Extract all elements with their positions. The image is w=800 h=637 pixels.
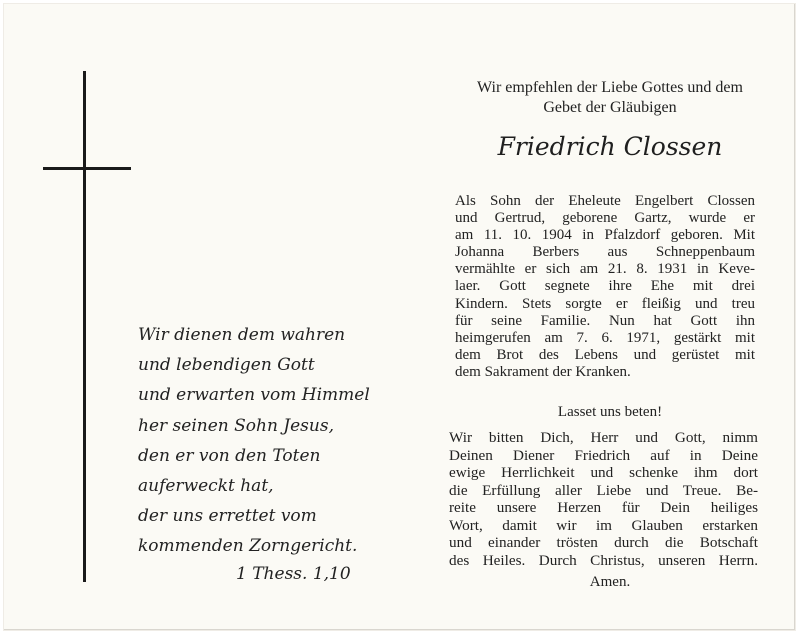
- quote-line: und erwarten vom Himmel: [138, 385, 370, 406]
- biography-line: dem Brot des Lebens und gerüstet mit: [455, 346, 755, 363]
- memorial-card: [4, 4, 795, 630]
- intro-text: [436, 78, 784, 118]
- quote-line: den er von den Toten: [138, 445, 321, 466]
- biography-line: Johanna Berbers aus Schneppenbaum: [455, 244, 755, 261]
- quote-line: der uns errettet vom: [138, 506, 317, 527]
- prayer-line: Wort, damit wir im Glauben erstarken: [449, 516, 758, 534]
- prayer-line: Wir bitten Dich, Herr und Gott, nimm: [449, 429, 758, 446]
- scripture-reference: 1 Thess. 1,10: [236, 564, 351, 584]
- biography-line: laer. Gott segnete ihre Ehe mit drei: [455, 278, 755, 295]
- quote-line: Wir dienen dem wahren: [138, 325, 346, 345]
- deceased-name: Friedrich Clossen: [497, 132, 723, 161]
- quote-line: auferweckt hat,: [138, 475, 274, 496]
- prayer-line: ewige Herrlichkeit und schenke ihm dort: [449, 464, 758, 481]
- prayer-line: reite unsere Herzen für Dein heiliges: [449, 499, 758, 516]
- intro-line: Gebet der Gläubigen: [543, 99, 677, 116]
- intro-line: Wir empfehlen der Liebe Gottes und dem: [477, 79, 743, 96]
- cross-icon-vertical-bar: [83, 71, 86, 582]
- biography-line: heimgerufen am 7. 6. 1971, gestärkt mit: [455, 329, 755, 346]
- biography-line: für seine Familie. Nun hat Gott ihn: [455, 312, 755, 329]
- cross-icon-horizontal-bar: [43, 167, 131, 170]
- quote-line: und lebendigen Gott: [138, 355, 315, 376]
- prayer-line: Deinen Diener Friedrich auf in Deine: [449, 446, 758, 464]
- scripture-quote: [138, 320, 378, 562]
- quote-line: her seinen Sohn Jesus,: [138, 415, 334, 436]
- biography-line: am 11. 10. 1904 in Pfalzdorf geboren. Mit: [455, 227, 755, 244]
- prayer-line: die Erfüllung aller Liebe und Treue. Be-: [449, 481, 758, 499]
- biography-line: vermählte er sich am 21. 8. 1931 in Keve-: [455, 261, 755, 278]
- prayer-heading: Lasset uns beten!: [557, 404, 663, 420]
- prayer-text: [449, 429, 758, 569]
- biography-line: Als Sohn der Eheleute Engelbert Clossen: [455, 193, 755, 209]
- biography-line: und Gertrud, geborene Gartz, wurde er: [455, 210, 755, 227]
- quote-line: kommenden Zorngericht.: [138, 536, 358, 557]
- prayer-closing: Amen.: [589, 574, 631, 590]
- prayer-line: des Heiles. Durch Christus, unseren Herrn.: [449, 551, 758, 569]
- biography-line: Kindern. Stets sorgte er fleißig und treu: [455, 295, 755, 312]
- biography: [455, 193, 755, 381]
- prayer-line: und einander trösten durch die Botschaft: [449, 534, 758, 551]
- biography-line: dem Sakrament der Kranken.: [455, 363, 631, 380]
